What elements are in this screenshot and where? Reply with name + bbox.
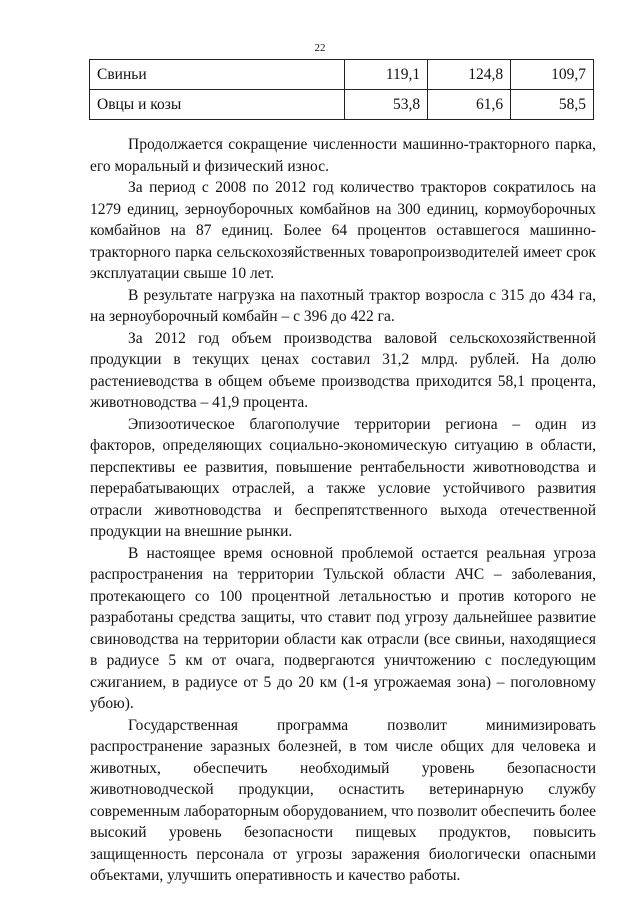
paragraph: За 2012 год объем производства валовой сельскохозяйственной продукции в текущих ценах составил 31,2 млрд. рублей. На долю растениеводства в общем объеме производства приходится 58,1 процента, животноводства – 41,9 процента.: [90, 329, 596, 411]
table-row: [90, 60, 594, 90]
paragraph: Продолжается сокращение численности машинно-тракторного парка, его моральный и физический износ.: [90, 136, 596, 175]
paragraph: Государственная программа позволит минимизировать распространение заразных болезней, в том числе общих для человека и животных, обеспечить необходимый уровень безопасности животноводческой продукции, оснастить ветеринарную службу современным лабораторным оборудованием, что позволит обеспечить более высокий уровень безопасности пищевых продуктов, повысить защищенность персонала от угрозы заражения биологически опасными объектами, улучшить оперативность и качество работы.: [90, 716, 596, 884]
table-row: [90, 90, 594, 120]
table-cell-name: Свиньи: [90, 60, 345, 90]
table-cell-value: 119,1: [345, 60, 428, 90]
table-cell-name: Овцы и козы: [90, 90, 345, 120]
table-cell-value: 58,5: [511, 90, 594, 120]
paragraph: В настоящее время основной проблемой остается реальная угроза распространения на территории Тульской области АЧС – заболевания, протекающего со 100 процентной летальностью и против которого не разработаны средства защиты, что ставит под угрозу дальнейшее развитие свиноводства на территории области как отрасли (все свиньи, находящиеся в радиусе 5 км от очага, подвергаются уничтожению с последующим сжиганием, в радиусе от 5 до 20 км (1-я угрожаемая зона) – поголовному убою).: [90, 544, 596, 712]
paragraph: За период с 2008 по 2012 год количество тракторов сократилось на 1279 единиц, зерноуборочных комбайнов на 300 единиц, кормоуборочных комбайнов на 87 единиц. Более 64 процентов оставшегося машинно-тракторного парка сельскохозяйственных товаропроизводителей имеет срок эксплуатации свыше 10 лет.: [90, 179, 596, 282]
body-text: [90, 134, 596, 887]
table-cell-value: 124,8: [428, 60, 511, 90]
table-cell-value: 53,8: [345, 90, 428, 120]
table-cell-value: 61,6: [428, 90, 511, 120]
paragraph: В результате нагрузка на пахотный трактор возросла с 315 до 434 га, на зерноуборочный комбайн – с 396 до 422 га.: [90, 286, 596, 325]
page-number: 22: [314, 42, 326, 54]
livestock-table: [89, 59, 594, 120]
table-cell-value: 109,7: [511, 60, 594, 90]
paragraph: Эпизоотическое благополучие территории региона – один из факторов, определяющих социально-экономическую ситуацию в области, перспективы ее развития, повышение рентабельности животноводства и перерабатывающих отраслей, а также условие устойчивого развития отрасли животноводства и беспрепятственного выхода отечественной продукции на внешние рынки.: [90, 415, 596, 540]
